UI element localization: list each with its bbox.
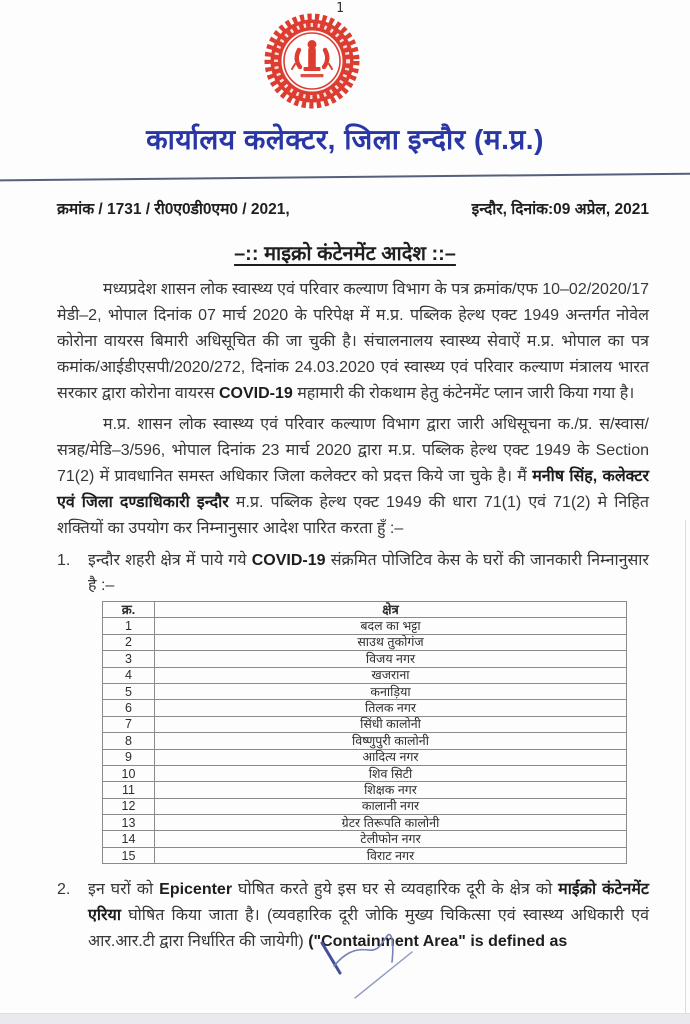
table-row: [103, 815, 627, 831]
area-cell: विराट नगर: [155, 847, 627, 863]
serial-cell: 7: [103, 716, 155, 732]
area-cell: ग्रेटर तिरूपति कालोनी: [155, 815, 627, 831]
list-item-1-text: इन्दौर शहरी क्षेत्र में पाये गये COVID-19 संक्रमित पोजिटिव केस के घरों की जानकारी निम्नानुसार है :–: [88, 552, 649, 594]
list-item-1: [57, 549, 649, 598]
serial-cell: 11: [103, 782, 155, 798]
table-row: [103, 700, 627, 716]
serial-cell: 2: [103, 634, 155, 650]
area-cell: विजय नगर: [155, 651, 627, 667]
area-cell: कालानी नगर: [155, 798, 627, 814]
scan-footer-strip: [0, 1013, 690, 1024]
serial-cell: 8: [103, 733, 155, 749]
scan-edge-line: [685, 520, 686, 1014]
list-item-2-text: इन घरों को Epicenter घोषित करते हुये इस घर से व्यवहारिक दूरी के क्षेत्र को माईक्रो कंटेनमेंट एरिया घोषित किया जाता है। (व्यवहारिक दूरी जोकि मुख्य चिकित्सा एवं स्वास्थ्य अधिकारी एवं आर.आर.टी द्वारा निर्धारित की जायेगी) ("Containment Area" is defined as: [88, 881, 649, 951]
serial-cell: 3: [103, 651, 155, 667]
table-body: [103, 618, 627, 864]
table-header-row: [103, 602, 627, 618]
serial-cell: 1: [103, 618, 155, 634]
table-row: [103, 733, 627, 749]
area-cell: आदित्य नगर: [155, 749, 627, 765]
office-title: कार्यालय कलेक्टर, जिला इन्दौर (म.प्र.): [146, 124, 544, 155]
signature-mark: [300, 928, 430, 1008]
table-row: [103, 765, 627, 781]
serial-cell: 12: [103, 798, 155, 814]
area-cell: सिंधी कालोनी: [155, 716, 627, 732]
mp-government-seal-icon: [262, 8, 362, 112]
area-cell: साउथ तुकोगंज: [155, 634, 627, 650]
serial-cell: 10: [103, 765, 155, 781]
table-row: [103, 651, 627, 667]
serial-cell: 14: [103, 831, 155, 847]
area-cell: तिलक नगर: [155, 700, 627, 716]
document-body: [57, 277, 649, 955]
table-header-area: क्षेत्र: [155, 602, 627, 618]
page-number: 1: [336, 1, 344, 16]
table-row: [103, 749, 627, 765]
area-cell: खजराना: [155, 667, 627, 683]
table-row: [103, 634, 627, 650]
serial-cell: 4: [103, 667, 155, 683]
reference-row: [57, 197, 649, 219]
table-row: [103, 798, 627, 814]
order-title: –:: माइक्रो कंटेनमेंट आदेश ::–: [234, 243, 456, 265]
header-divider: [0, 173, 690, 182]
serial-cell: 13: [103, 815, 155, 831]
serial-cell: 9: [103, 749, 155, 765]
table-row: [103, 716, 627, 732]
reference-number: क्रमांक / 1731 / री0ए0डी0एम0 / 2021,: [57, 201, 290, 218]
paragraph-1: मध्यप्रदेश शासन लोक स्वास्थ्य एवं परिवार कल्याण विभाग के पत्र क्रमांक/एफ 10–02/2020/17 मेडी–2, भोपाल दिनांक 07 मार्च 2020 के परिपेक्ष में म.प्र. पब्लिक हेल्थ एक्ट 1949 अन्तर्गत नोवेल कोरोना वायरस बिमारी अधिसूचित की जा चुकी है। संचालनालय स्वास्थ्य सेवाऐं म.प्र. भोपाल का पत्र कमांक/आईडीएसपी/2020/272, दिनांक 24.03.2020 एवं स्वास्थ्य एवं परिवार कल्याण मंत्रालय भारत सरकार द्वारा कोरोना वायरस COVID-19 महामारी की रोकथाम हेतु कंटेनमेंट प्लान जारी किया गया है।: [57, 281, 649, 402]
area-cell: शिव सिटी: [155, 765, 627, 781]
table-header-serial: क्र.: [103, 602, 155, 618]
reference-place-date: इन्दौर, दिनांक:09 अप्रेल, 2021: [471, 201, 649, 218]
table-row: [103, 618, 627, 634]
area-cell: विष्णुपुरी कालोनी: [155, 733, 627, 749]
table-row: [103, 847, 627, 863]
serial-cell: 6: [103, 700, 155, 716]
table-row: [103, 667, 627, 683]
area-cell: बदल का भट्टा: [155, 618, 627, 634]
table-row: [103, 831, 627, 847]
list-item-1-marker: 1.: [57, 552, 71, 569]
serial-cell: 5: [103, 683, 155, 699]
area-cell: कनाड़िया: [155, 683, 627, 699]
area-cell: टेलीफोन नगर: [155, 831, 627, 847]
table-row: [103, 683, 627, 699]
paragraph-2: म.प्र. शासन लोक स्वास्थ्य एवं परिवार कल्याण विभाग द्वारा जारी अधिसूचना क./प्र. स/स्वास/सत्रह/मेडि–3/596, भोपाल दिनांक 23 मार्च 2020 द्वारा म.प्र. पब्लिक हेल्थ एक्ट 1949 के Section 71(2) में प्रावधानित समस्त अधिकार जिला कलेक्टर को प्रदत्त किये जा चुके है। मैं मनीष सिंह, कलेक्टर एवं जिला दण्डाधिकारी इन्दौर म.प्र. पब्लिक हेल्थ एक्ट 1949 की धारा 71(1) एवं 71(2) मे निहित शक्तियों का उपयोग कर निम्नानुसार आदेश पारित करता हुँ :–: [57, 416, 649, 537]
list-item-2-marker: 2.: [57, 881, 71, 899]
serial-cell: 15: [103, 847, 155, 863]
table-row: [103, 782, 627, 798]
area-cell: शिक्षक नगर: [155, 782, 627, 798]
containment-areas-table: [102, 601, 627, 864]
